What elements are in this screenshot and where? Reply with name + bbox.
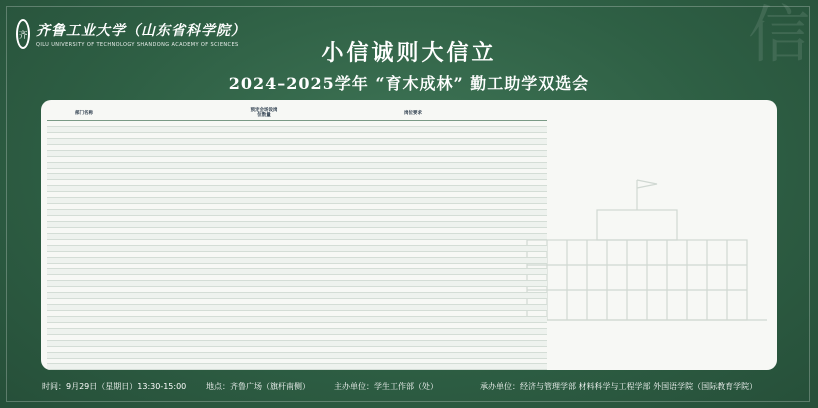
slogan: 小信诚则大信立 bbox=[321, 40, 497, 66]
table-cell bbox=[121, 186, 249, 191]
table-cell bbox=[249, 317, 279, 322]
table-cell bbox=[249, 335, 279, 340]
table-cell bbox=[47, 275, 121, 280]
table-cell bbox=[47, 329, 121, 334]
table-cell bbox=[279, 305, 547, 310]
table-cell bbox=[121, 198, 249, 203]
table-cell bbox=[47, 157, 121, 162]
table-cell bbox=[121, 139, 249, 144]
table-cell bbox=[279, 323, 547, 328]
table-cell bbox=[249, 198, 279, 203]
table-cell bbox=[249, 353, 279, 358]
table-cell bbox=[279, 186, 547, 191]
table-cell bbox=[249, 169, 279, 174]
table-cell bbox=[47, 359, 121, 364]
table-cell bbox=[121, 323, 249, 328]
table-cell bbox=[47, 127, 121, 132]
table-cell bbox=[121, 264, 249, 269]
table-cell bbox=[279, 252, 547, 257]
table-cell bbox=[279, 317, 547, 322]
table-cell bbox=[121, 216, 249, 221]
table-cell bbox=[279, 180, 547, 185]
table-cell bbox=[279, 240, 547, 245]
table-cell bbox=[47, 293, 121, 298]
table-cell bbox=[121, 180, 249, 185]
table-cell bbox=[121, 157, 249, 162]
table-cell bbox=[47, 186, 121, 191]
table-cell bbox=[47, 151, 121, 156]
decorative-character: 信 bbox=[747, 0, 810, 71]
table-cell bbox=[279, 364, 547, 369]
table-cell bbox=[47, 145, 121, 150]
table-cell bbox=[249, 293, 279, 298]
table-cell bbox=[279, 234, 547, 239]
table-cell bbox=[121, 169, 249, 174]
table-cell bbox=[47, 281, 121, 286]
seal-icon: 齐 bbox=[16, 19, 30, 49]
table-cell bbox=[121, 364, 249, 369]
table-cell bbox=[279, 157, 547, 162]
table-cell bbox=[121, 299, 249, 304]
table-cell bbox=[279, 192, 547, 197]
table-cell bbox=[249, 151, 279, 156]
table-cell bbox=[249, 127, 279, 132]
footer bbox=[0, 381, 818, 395]
table-cell bbox=[47, 204, 121, 209]
table-cell bbox=[47, 323, 121, 328]
table-cell bbox=[279, 121, 547, 126]
table-cell bbox=[47, 133, 121, 138]
table-cell bbox=[249, 234, 279, 239]
table-cell bbox=[47, 347, 121, 352]
table-cell bbox=[121, 174, 249, 179]
event-time: 时间：9月29日（星期日）13:30-15:00 bbox=[42, 382, 187, 391]
table-cell bbox=[279, 210, 547, 215]
table-cell bbox=[121, 252, 249, 257]
table-cell bbox=[121, 127, 249, 132]
header-requirements: 岗位要求 bbox=[404, 110, 422, 116]
table-cell bbox=[47, 287, 121, 292]
table-cell bbox=[249, 341, 279, 346]
table-cell bbox=[121, 222, 249, 227]
table-cell bbox=[121, 246, 249, 251]
table-cell bbox=[121, 281, 249, 286]
table-cell bbox=[249, 364, 279, 369]
table-cell bbox=[279, 335, 547, 340]
table-cell bbox=[279, 299, 547, 304]
table-cell bbox=[121, 341, 249, 346]
table-cell bbox=[249, 180, 279, 185]
table-cell bbox=[47, 264, 121, 269]
table-cell bbox=[279, 151, 547, 156]
table-cell bbox=[47, 353, 121, 358]
table-cell bbox=[121, 133, 249, 138]
table-cell bbox=[47, 246, 121, 251]
table-cell bbox=[249, 258, 279, 263]
table-cell bbox=[249, 121, 279, 126]
table-cell bbox=[121, 287, 249, 292]
table-cell bbox=[249, 174, 279, 179]
table-cell bbox=[279, 163, 547, 168]
table-cell bbox=[47, 335, 121, 340]
table-cell bbox=[249, 287, 279, 292]
table-rows bbox=[47, 121, 547, 370]
table-cell bbox=[279, 222, 547, 227]
table-cell bbox=[249, 299, 279, 304]
table-cell bbox=[47, 180, 121, 185]
table-cell bbox=[249, 133, 279, 138]
table-cell bbox=[47, 311, 121, 316]
table-cell bbox=[121, 311, 249, 316]
organizer: 主办单位：学生工作部（处） bbox=[334, 382, 438, 391]
table-cell bbox=[121, 329, 249, 334]
table-cell bbox=[47, 341, 121, 346]
table-cell bbox=[249, 157, 279, 162]
header-positions: 预定会场设岗位数量 bbox=[250, 108, 278, 118]
table-cell bbox=[121, 145, 249, 150]
header-subdept bbox=[121, 106, 249, 120]
table-cell bbox=[249, 264, 279, 269]
table-cell bbox=[47, 240, 121, 245]
table-cell bbox=[47, 210, 121, 215]
event-place: 地点：齐鲁广场（旗杆南侧） bbox=[206, 382, 310, 391]
table-cell bbox=[121, 275, 249, 280]
table-cell bbox=[121, 204, 249, 209]
table-cell bbox=[47, 198, 121, 203]
table-cell bbox=[121, 240, 249, 245]
table-cell bbox=[279, 127, 547, 132]
table-cell bbox=[121, 228, 249, 233]
table-cell bbox=[121, 192, 249, 197]
table-cell bbox=[47, 174, 121, 179]
table-cell bbox=[47, 299, 121, 304]
table-cell bbox=[249, 246, 279, 251]
table-cell bbox=[279, 353, 547, 358]
table-cell bbox=[121, 151, 249, 156]
table-cell bbox=[249, 216, 279, 221]
table-cell bbox=[121, 210, 249, 215]
table-cell bbox=[47, 121, 121, 126]
table-cell bbox=[249, 311, 279, 316]
header-dept: 部门名称 bbox=[75, 110, 93, 116]
table-cell bbox=[47, 192, 121, 197]
table-cell bbox=[47, 305, 121, 310]
table-cell bbox=[279, 204, 547, 209]
table-cell bbox=[249, 269, 279, 274]
table-cell bbox=[249, 210, 279, 215]
table-cell bbox=[249, 228, 279, 233]
table-cell bbox=[121, 293, 249, 298]
table-cell bbox=[249, 240, 279, 245]
table-cell bbox=[121, 258, 249, 263]
table-cell bbox=[121, 269, 249, 274]
table-cell bbox=[279, 258, 547, 263]
table-cell bbox=[47, 228, 121, 233]
table-cell bbox=[279, 174, 547, 179]
table-cell bbox=[121, 305, 249, 310]
table-cell bbox=[249, 281, 279, 286]
table-cell bbox=[279, 287, 547, 292]
table-cell bbox=[279, 311, 547, 316]
table-cell bbox=[121, 317, 249, 322]
table-cell bbox=[121, 359, 249, 364]
table-cell bbox=[279, 264, 547, 269]
table-cell bbox=[249, 347, 279, 352]
table-cell bbox=[249, 139, 279, 144]
table-cell bbox=[47, 169, 121, 174]
table-cell bbox=[121, 347, 249, 352]
table-cell bbox=[279, 329, 547, 334]
table-cell bbox=[47, 258, 121, 263]
table-cell bbox=[249, 252, 279, 257]
table-cell bbox=[47, 364, 121, 369]
co-organizers: 承办单位：经济与管理学部 材料科学与工程学部 外国语学院（国际教育学院） bbox=[480, 382, 758, 391]
table-cell bbox=[249, 305, 279, 310]
table-cell bbox=[279, 281, 547, 286]
table-cell bbox=[279, 145, 547, 150]
table-cell bbox=[47, 269, 121, 274]
table-cell bbox=[279, 359, 547, 364]
table-cell bbox=[249, 323, 279, 328]
table-cell bbox=[47, 216, 121, 221]
table-cell bbox=[121, 353, 249, 358]
table-cell bbox=[249, 192, 279, 197]
table-cell bbox=[249, 329, 279, 334]
table-cell bbox=[249, 222, 279, 227]
table-row bbox=[47, 364, 547, 370]
event-title: 2024–2025学年 “育木成林” 勤工助学双选会 bbox=[228, 74, 590, 93]
table-header bbox=[47, 106, 547, 121]
table-cell bbox=[279, 246, 547, 251]
positions-panel bbox=[41, 100, 777, 370]
table-cell bbox=[279, 139, 547, 144]
table-cell bbox=[279, 275, 547, 280]
table-cell bbox=[249, 204, 279, 209]
table-cell bbox=[279, 341, 547, 346]
table-cell bbox=[47, 317, 121, 322]
table-cell bbox=[249, 145, 279, 150]
table-cell bbox=[47, 222, 121, 227]
table-cell bbox=[279, 347, 547, 352]
table-cell bbox=[279, 169, 547, 174]
table-cell bbox=[47, 252, 121, 257]
table-cell bbox=[121, 121, 249, 126]
table-cell bbox=[47, 139, 121, 144]
table-cell bbox=[47, 163, 121, 168]
table-cell bbox=[249, 163, 279, 168]
table-cell bbox=[249, 359, 279, 364]
table-cell bbox=[279, 228, 547, 233]
table-cell bbox=[121, 335, 249, 340]
table-cell bbox=[249, 275, 279, 280]
table-cell bbox=[121, 234, 249, 239]
logo-english: QILU UNIVERSITY OF TECHNOLOGY SHANDONG ACADEMY OF SCIENCES bbox=[36, 42, 239, 48]
table-cell bbox=[279, 133, 547, 138]
table-cell bbox=[279, 198, 547, 203]
table-cell bbox=[47, 234, 121, 239]
table-cell bbox=[279, 269, 547, 274]
table-cell bbox=[249, 186, 279, 191]
table-cell bbox=[279, 216, 547, 221]
positions-table bbox=[47, 106, 547, 370]
table-cell bbox=[121, 163, 249, 168]
table-cell bbox=[279, 293, 547, 298]
logo-name: 齐鲁工业大学（山东省科学院） bbox=[36, 23, 246, 39]
